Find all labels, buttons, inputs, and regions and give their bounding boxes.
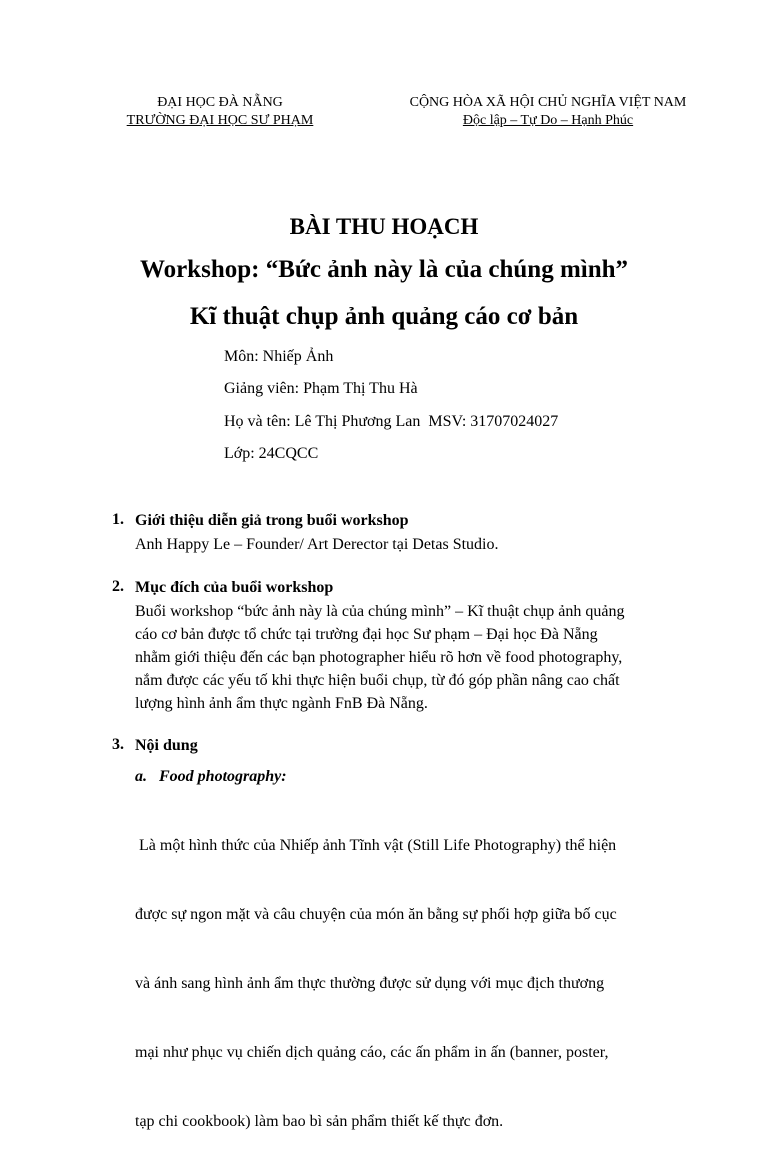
section-3-number: 3.: [112, 736, 124, 753]
subsection-a-line: và ánh sang hình ảnh ẩm thực thường được sử dụng với mục địch thương: [135, 975, 605, 992]
university-name: ĐẠI HỌC ĐÀ NẴNG: [157, 95, 283, 110]
section-1-heading: Giới thiệu diễn giả trong buổi workshop: [135, 512, 409, 529]
section-3-heading: Nội dung: [135, 737, 198, 754]
section-2-line: cáo cơ bản được tổ chức tại trường đại học Sư phạm – Đại học Đà Nẵng: [135, 626, 598, 643]
workshop-title: Workshop: “Bức ảnh này là của chúng mình”: [139, 256, 629, 283]
section-2-heading: Mục đích của buổi workshop: [135, 579, 334, 596]
section-2-line: nắm được các yếu tố khi thực hiện buổi chụp, từ đó góp phần nâng cao chất: [135, 672, 620, 689]
header-left: [100, 94, 340, 130]
document-title: BÀI THU HOẠCH: [289, 214, 479, 239]
section-2-line: Buổi workshop “bức ảnh này là của chúng mình” – Kĩ thuật chụp ảnh quảng: [135, 603, 625, 620]
section-1-number: 1.: [112, 511, 124, 528]
subject-line: Môn: Nhiếp Ảnh: [224, 348, 334, 365]
subsection-a-label: a.: [135, 768, 147, 785]
lecturer-line: Giảng viên: Phạm Thị Thu Hà: [224, 380, 418, 397]
header-right: [380, 94, 716, 130]
section-2-line: nhằm giới thiệu đến các bạn photographer hiểu rõ hơn về food photography,: [135, 649, 623, 666]
student-line: Họ và tên: Lê Thị Phương Lan MSV: 31707024027: [224, 413, 559, 430]
subsection-a-line: Là một hình thức của Nhiếp ảnh Tĩnh vật (Still Life Photography) thể hiện: [135, 837, 617, 854]
subsection-a-line: tạp chi cookbook) làm bao bì sản phẩm thiết kế thực đơn.: [135, 1113, 504, 1130]
subsection-a-heading: Food photography:: [159, 768, 287, 785]
section-2-number: 2.: [112, 578, 124, 595]
class-line: Lớp: 24CQCC: [224, 445, 319, 462]
section-2-line: lượng hình ảnh ẩm thực ngành FnB Đà Nẵng.: [135, 695, 428, 712]
national-motto: Độc lập – Tự Do – Hạnh Phúc: [462, 113, 634, 128]
section-2-body: [135, 600, 735, 715]
section-1-body: Anh Happy Le – Founder/ Art Derector tại Detas Studio.: [135, 536, 499, 553]
school-name: TRƯỜNG ĐẠI HỌC SƯ PHẠM: [126, 113, 314, 128]
subsection-a-line: được sự ngon mặt và câu chuyện của món ăn bằng sự phối hợp giữa bố cục: [135, 906, 617, 923]
subsection-a-line: mại như phục vụ chiến dịch quảng cáo, các ấn phẩm in ấn (banner, poster,: [135, 1044, 609, 1061]
republic-name: CỘNG HÒA XÃ HỘI CHỦ NGHĨA VIỆT NAM: [409, 95, 687, 110]
workshop-subtitle: Kĩ thuật chụp ảnh quảng cáo cơ bản: [189, 303, 579, 330]
subsection-a-body: [135, 788, 735, 1156]
